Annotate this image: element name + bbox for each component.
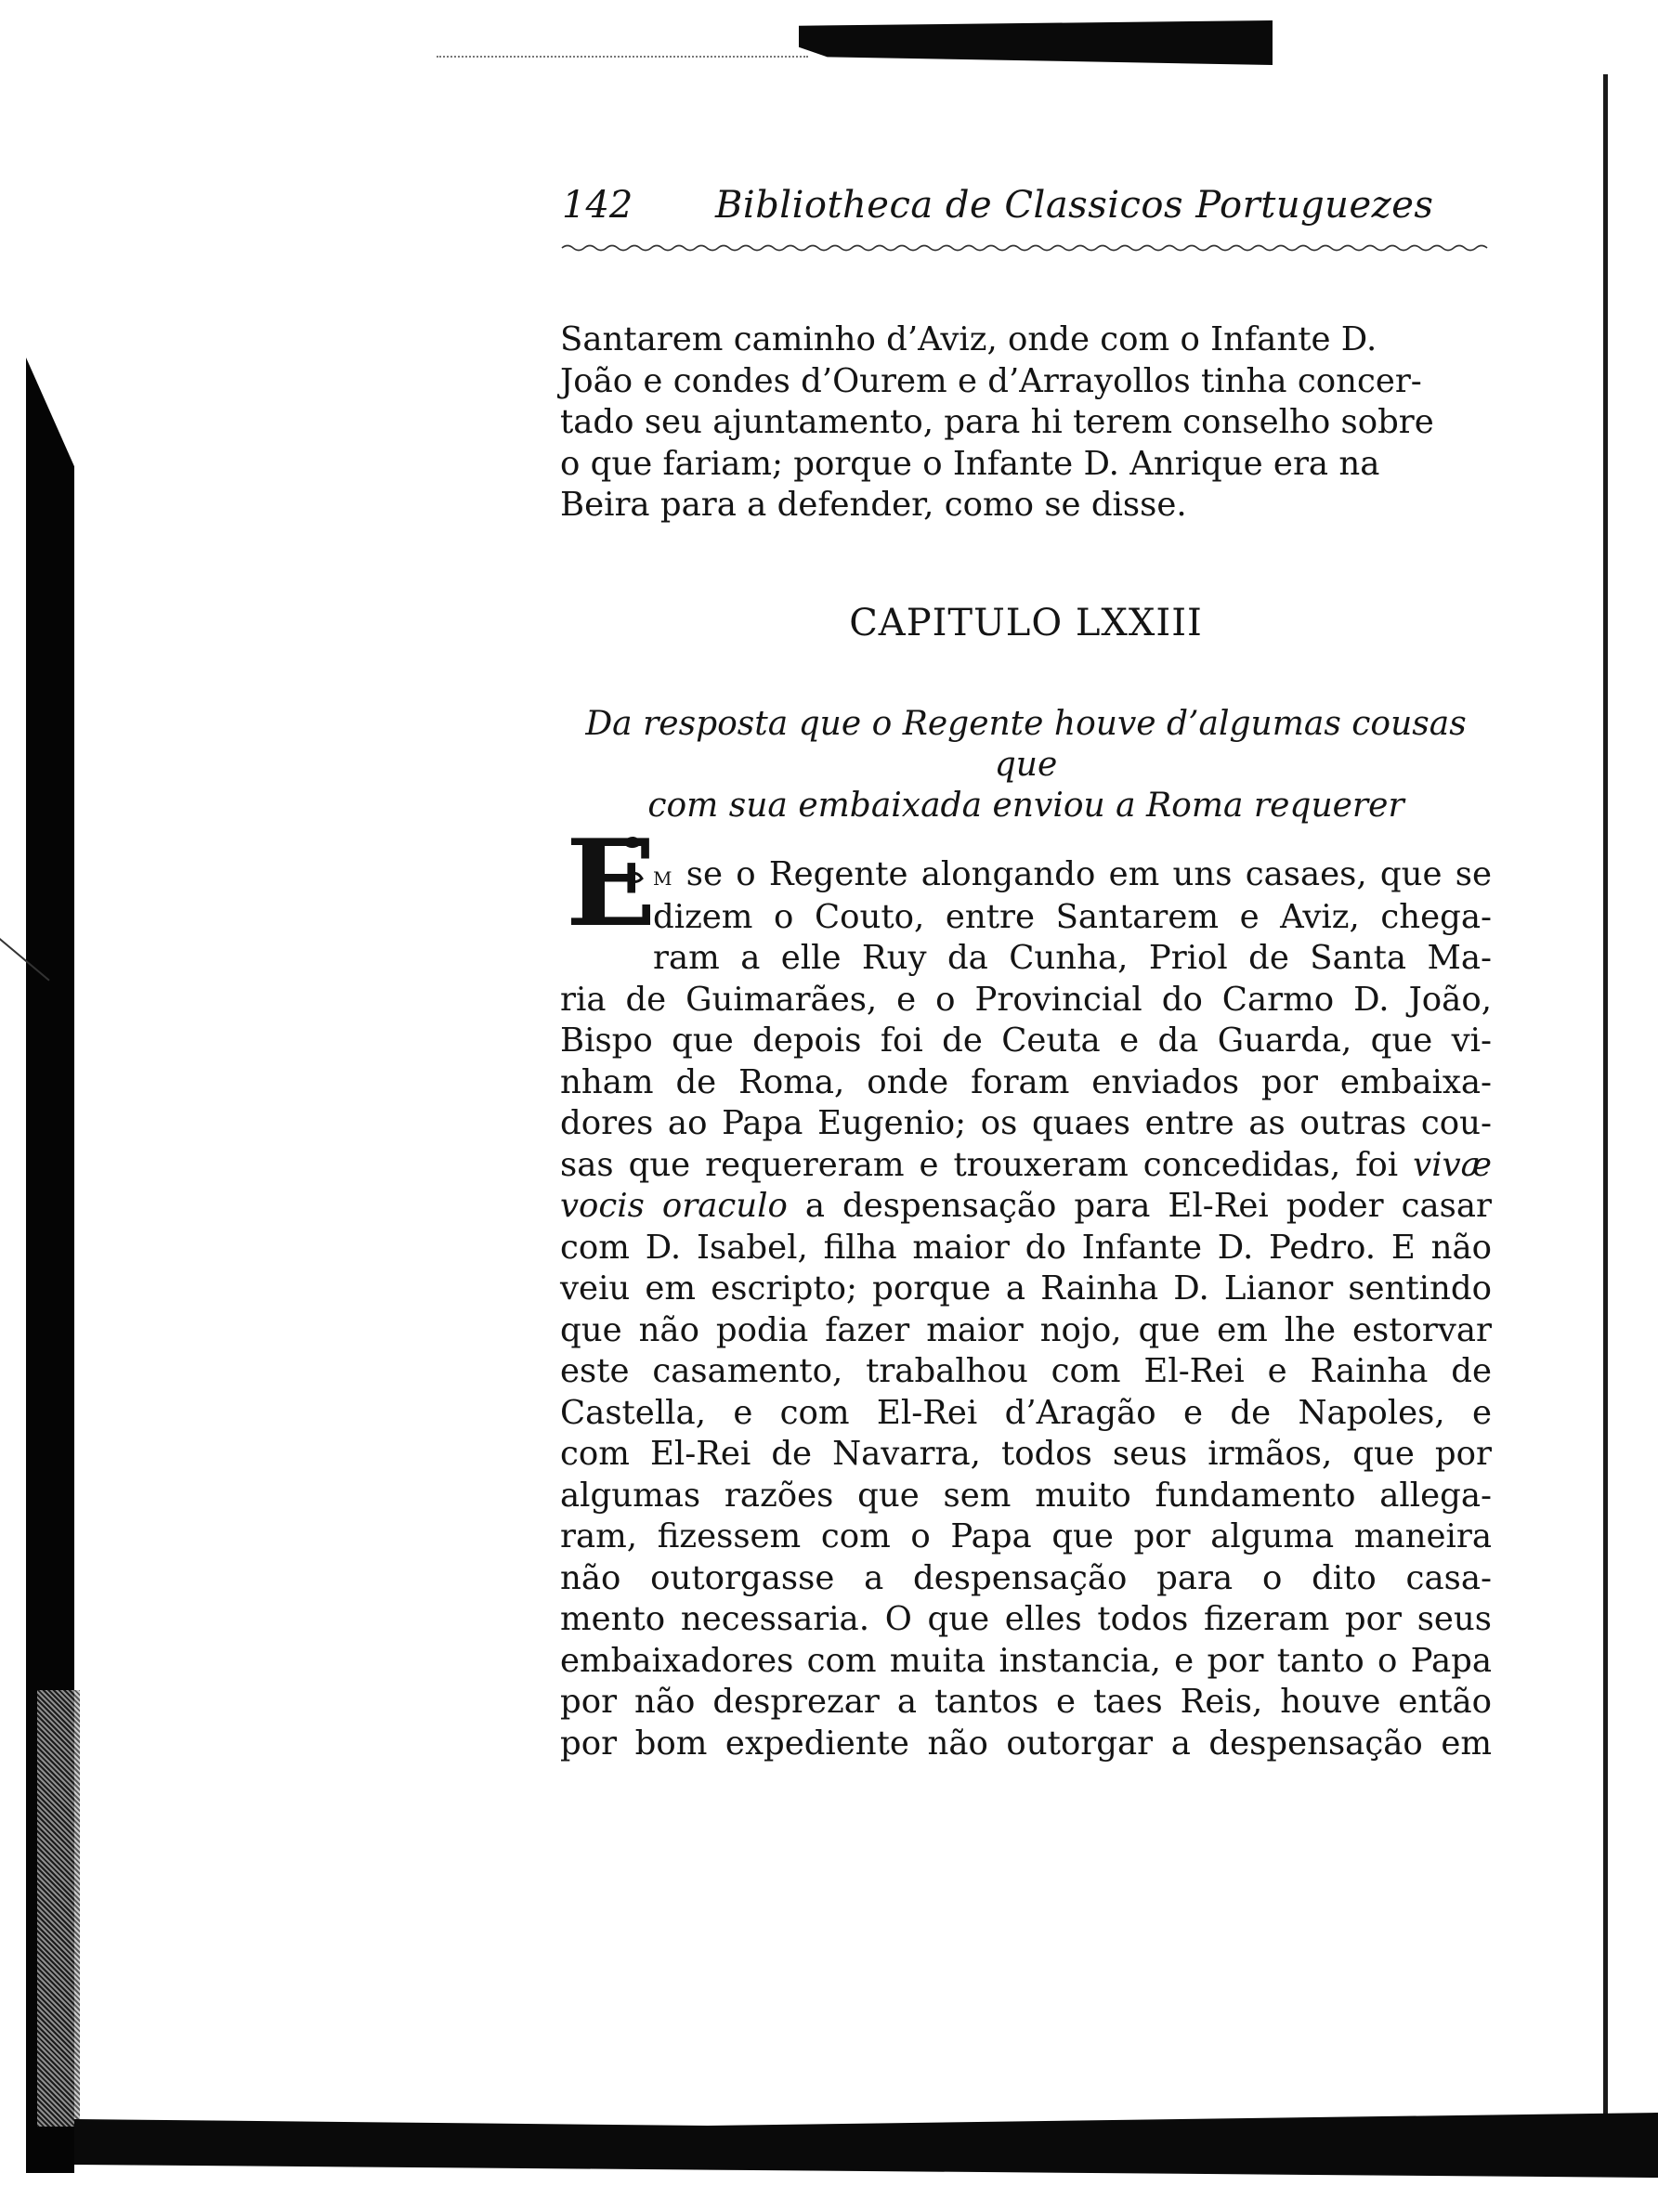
running-head — [562, 184, 1491, 240]
drop-cap-letter: E — [566, 814, 657, 954]
text-line: por bom expediente não outorgar a despensação em — [560, 1724, 1492, 1763]
chapter-subtitle — [560, 704, 1492, 826]
subtitle-line-2: com sua embaixada enviou a Roma requerer — [647, 787, 1404, 825]
text-line-with-latin: sas que requereram e trouxeram concedidas, foi vivæ — [560, 1145, 1492, 1184]
text-line: ram a elle Ruy da Cunha, Priol de Santa Ma- — [653, 939, 1492, 977]
scan-artifact-bottom — [74, 2113, 1658, 2178]
scan-artifact-top — [799, 20, 1273, 65]
text-line: Santarem caminho d’Aviz, onde com o Infante D. — [560, 320, 1377, 358]
text-line: não outorgasse a despensação para o dito casa- — [560, 1558, 1492, 1597]
text-line: veiu em escripto; porque a Rainha D. Lianor sentindo — [560, 1269, 1492, 1308]
text-line: algumas razões que sem muito fundamento allega- — [560, 1476, 1492, 1515]
text-line: com D. Isabel, filha maior do Infante D. Pedro. E não — [560, 1228, 1492, 1267]
latin-phrase: vivæ — [1413, 1145, 1492, 1184]
text-line: Bispo que depois foi de Ceuta e da Guarda, que vi- — [560, 1021, 1492, 1060]
text-line: dizem o Couto, entre Santarem e Aviz, chega- — [653, 897, 1492, 936]
latin-phrase: vocis oraculo — [560, 1187, 788, 1225]
wavy-header-rule — [562, 243, 1491, 253]
text-line-first: m se o Regente alongando em uns casaes, que se — [653, 855, 1492, 893]
paragraph-1 — [560, 319, 1492, 527]
text-line: que não podia fazer maior nojo, que em lhe estorvar — [560, 1310, 1492, 1349]
text-line: por não desprezar a tantos e taes Reis, houve então — [560, 1683, 1492, 1721]
text-line: tado seu ajuntamento, para hi terem conselho sobre — [560, 403, 1434, 441]
text-line: com El-Rei de Navarra, todos seus irmãos, que por — [560, 1435, 1492, 1473]
small-caps-lead: m — [653, 860, 673, 891]
scan-dots-top — [437, 56, 808, 59]
text-line: este casamento, trabalhou com El-Rei e Rainha de — [560, 1352, 1492, 1390]
text-line: João e condes d’Ourem e d’Arrayollos tinha concer- — [560, 361, 1422, 400]
text-line: dores ao Papa Eugenio; os quaes entre as outras cou- — [560, 1104, 1492, 1142]
text-line: ram, fizessem com o Papa que por alguma maneira — [560, 1517, 1492, 1555]
text-line: Castella, e com El-Rei d’Aragão e de Napoles, e — [560, 1393, 1492, 1432]
subtitle-line-1: Da resposta que o Regente houve d’algumas cousas que — [585, 705, 1467, 784]
scan-artifact-right-edge — [1603, 74, 1608, 2117]
book-title: Bibliotheca de Classicos Portuguezes — [715, 184, 1434, 227]
text-line: o que fariam; porque o Infante D. Anrique era na — [560, 444, 1380, 483]
text-line: ria de Guimarães, e o Provincial do Carmo D. João, — [560, 980, 1492, 1019]
paragraph-2 — [560, 854, 1492, 1764]
text-line: embaixadores com muita instancia, e por tanto o Papa — [560, 1641, 1492, 1680]
scan-noise-left — [37, 1690, 80, 2127]
text-line: Beira para a defender, como se disse. — [560, 486, 1187, 524]
text-line: nham de Roma, onde foram enviados por embaixa- — [560, 1062, 1492, 1101]
page-number: 142 — [562, 184, 633, 227]
text-line: mento necessaria. O que elles todos fizeram por seus — [560, 1600, 1492, 1638]
chapter-heading: CAPITULO LXXIII — [849, 602, 1203, 644]
text-line-with-latin: vocis oraculo a despensação para El-Rei poder casar — [560, 1187, 1492, 1225]
